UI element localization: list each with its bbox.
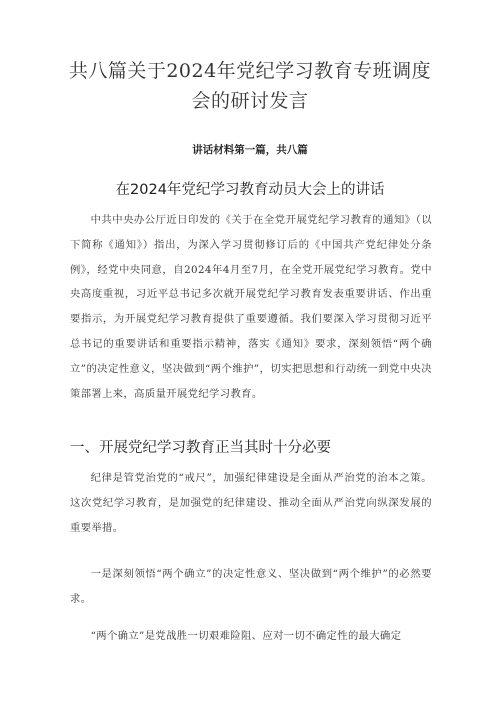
paragraph-discipline: 纪律是管党治党的“戒尺”，加强纪律建设是全面从严治党的治本之策。这次党纪学习教育，是加强党的纪律建设、推动全面从严治党向纵深发展的重要举措。 (70, 472, 432, 534)
material-subheading: 讲话材料第一篇，共八篇 (192, 144, 308, 156)
paragraph-intro: 中共中央办公厅近日印发的《关于在全党开展党纪学习教育的通知》（以下简称《通知》）指出，为深入学习贯彻修订后的《中国共产党纪律处分条例》，经党中央同意，自2024年4月至7月，在全党开展党纪学习教育。党中央高度重视，习近平总书记多次就开展党纪学习教育发表重要讲话、作出重要指示，为开展党纪学习教育提供了重要遵循。我们要深入学习贯彻习近平总书记的重要讲话和重要指示精神，落实《通知》要求，深刻领悟“两个确立”的决定性意义，坚决做到“两个维护”，切实把思想和行动统一到党中央决策部署上来，高质量开展党纪学习教育。 (70, 214, 432, 400)
document-title-line-2: 会的研讨发言 (191, 90, 309, 112)
section-heading-1: 一、开展党纪学习教育正当其时十分必要 (70, 440, 331, 456)
paragraph-point-one: 一是深刻领悟“两个确立”的决定性意义、坚决做到“两个维护”的必然要求。 (70, 568, 432, 605)
document-title (60, 56, 440, 116)
speech-title: 在2024年党纪学习教育动员大会上的讲话 (115, 182, 385, 198)
paragraph-two-establishes: “两个确立”是党战胜一切艰难险阻、应对一切不确定性的最大确定 (90, 630, 402, 642)
document-title-line-1: 共八篇关于2024年党纪学习教育专班调度 (68, 60, 432, 82)
